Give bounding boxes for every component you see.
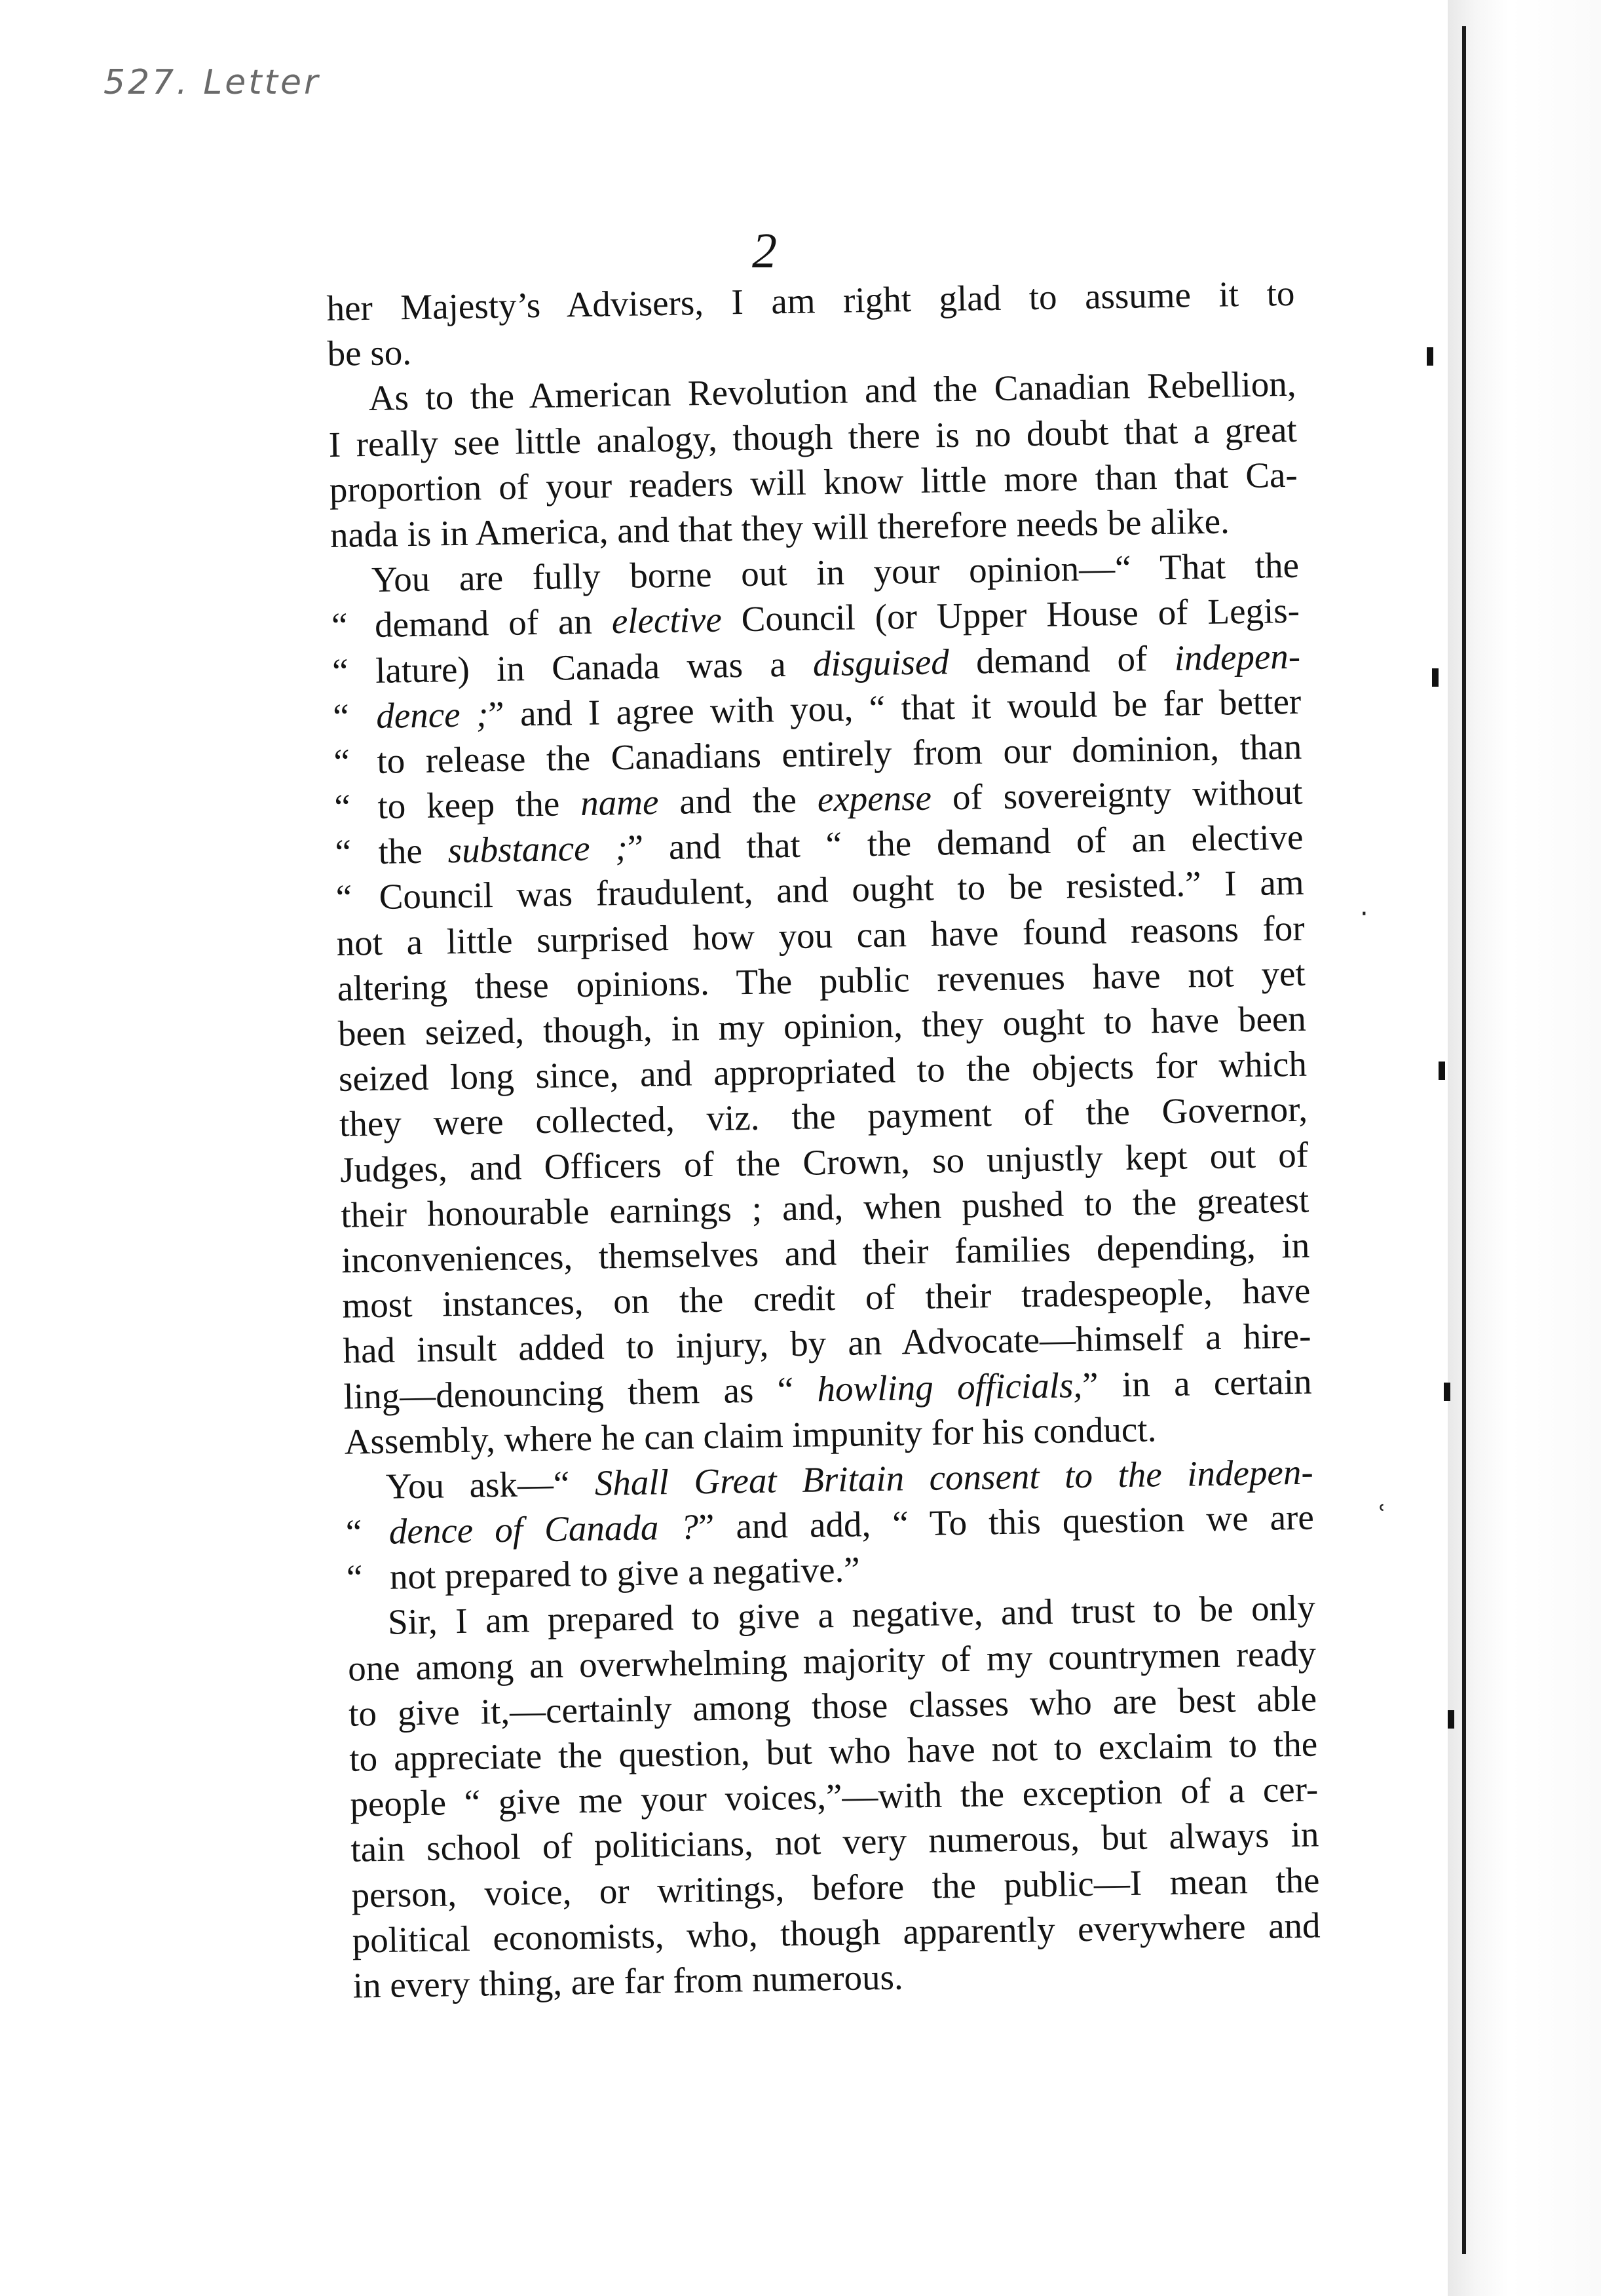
text-run: ” and that “ the demand of an elective (627, 816, 1304, 868)
quote-mark: “ (331, 651, 349, 691)
adjacent-page-edge (1448, 0, 1601, 2296)
text-run: political economists, who, though apparently everywhere and (352, 1905, 1321, 1961)
text-run: altering these opinions. The public revenues have not yet (337, 953, 1306, 1008)
text-run: Sir, I am prepared to give a negative, and trust to be only (387, 1587, 1316, 1643)
quote-mark: “ (346, 1557, 363, 1598)
italic-text: expense (817, 777, 932, 820)
text-run: ” and I agree with you, “ that it would be far better (487, 681, 1302, 734)
text-run: You are fully borne out in your opinion—“ That the (371, 545, 1300, 600)
italic-text: indepen- (1174, 636, 1301, 678)
text-run: people “ give me your voices,”—with the exception of a cer- (349, 1769, 1319, 1824)
quote-mark: “ (345, 1512, 362, 1552)
text-run: not a little surprised how you can have found reasons for (336, 908, 1306, 963)
italic-text: substance ; (447, 828, 628, 871)
quote-mark: “ (331, 605, 348, 646)
text-run: most instances, on the credit of their tradespeople, have (341, 1270, 1311, 1326)
text-run: not prepared to give a negative.” (389, 1549, 861, 1597)
text-run: person, voice, or writings, before the public—I mean the (351, 1860, 1320, 1915)
text-run: You ask—“ (385, 1463, 595, 1506)
text-run: lature) in Canada was a (375, 643, 814, 691)
gutter-mark (1427, 347, 1433, 366)
text-run: been seized, though, in my opinion, they ought to have been (337, 998, 1307, 1054)
text-run: ” and add, “ To this question we are (698, 1497, 1315, 1547)
text-run: be so. (327, 332, 412, 374)
text-run: one among an overwhelming majority of my countrymen ready (347, 1633, 1317, 1689)
gutter-mark (1439, 1062, 1445, 1080)
italic-text: dence ; (375, 693, 489, 736)
text-run: tain school of politicians, not very numerous, but always in (350, 1814, 1319, 1870)
gutter-mark (1448, 1710, 1454, 1729)
gutter-shadow (1462, 26, 1466, 2254)
text-run: I really see little analogy, though there is no doubt that a great (328, 409, 1298, 465)
quote-mark: “ (335, 877, 352, 918)
gutter-mark (1444, 1383, 1450, 1401)
text-run: of sovereignty without (931, 771, 1303, 818)
italic-text: name (580, 782, 659, 824)
margin-speck: ʿ (1378, 1501, 1387, 1531)
italic-text: disguised (812, 641, 950, 683)
italic-text: elective (611, 599, 723, 641)
quote-mark: “ (333, 741, 350, 782)
text-run: As to the American Revolution and the Canadian Rebellion, (368, 364, 1297, 419)
text-run: to keep the (377, 783, 581, 826)
text-run: they were collected, viz. the payment of the Governor, (339, 1089, 1308, 1145)
italic-text: Shall Great Britain consent to the indepen- (594, 1451, 1314, 1503)
text-run: Assembly, where he can claim impunity for his conduct. (344, 1409, 1157, 1462)
quote-mark: “ (335, 832, 352, 873)
text-run: demand of an (374, 601, 612, 645)
text-run: to appreciate the question, but who have not to exclaim to the (348, 1723, 1318, 1779)
text-run: their honourable earnings ; and, when pushed to the greatest (340, 1179, 1309, 1235)
text-run: the (378, 830, 449, 872)
quote-mark: “ (332, 696, 350, 737)
margin-speck: · (1360, 899, 1368, 929)
text-run: had insult added to injury, by an Advocate—himself a hire- (343, 1315, 1311, 1371)
text-run: to release the Canadians entirely from our dominion, than (376, 726, 1302, 781)
text-run: inconveniences, themselves and their families depending, in (341, 1225, 1310, 1280)
gutter-mark (1432, 668, 1439, 687)
text-run: proportion of your readers will know little more than that Ca- (329, 454, 1298, 510)
text-run: nada is in America, and that they will therefore needs be alike. (330, 501, 1230, 555)
italic-text: dence of Canada ? (388, 1506, 699, 1552)
text-run: ” in a certain (1082, 1361, 1312, 1405)
text-run: seized long since, and appropriated to the objects for which (338, 1043, 1308, 1100)
italic-text: howling officials, (817, 1364, 1083, 1409)
handwritten-catalog-note: 527. Letter (104, 63, 321, 102)
page-number: 2 (752, 223, 777, 278)
quote-mark: “ (334, 786, 351, 827)
text-run: her Majesty’s Advisers, I am right glad to assume it to (326, 273, 1295, 328)
text-run: Council was fraudulent, and ought to be resisted.” I am (379, 862, 1304, 917)
text-run: in every thing, are far from numerous. (352, 1957, 904, 2006)
text-run: to give it,—certainly among those classes who are best able (348, 1678, 1317, 1734)
text-run: demand of (949, 638, 1175, 681)
text-run: Council (or Upper House of Legis- (721, 590, 1300, 640)
text-run: Judges, and Officers of the Crown, so unjustly kept out of (339, 1134, 1309, 1190)
text-run: ling—denouncing them as “ (343, 1368, 818, 1417)
body-text (326, 271, 1321, 2008)
text-run: and the (658, 779, 818, 822)
